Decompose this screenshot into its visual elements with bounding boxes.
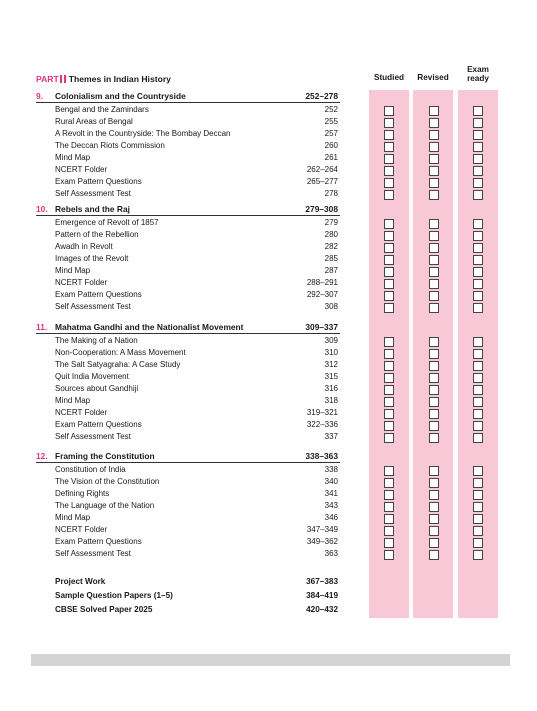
revised-checkbox[interactable] [429, 219, 439, 229]
column-header-studied: Studied [373, 73, 405, 82]
item-pages: 338 [324, 464, 338, 474]
item-label: Mind Map [55, 265, 91, 275]
exam-ready-checkbox[interactable] [473, 130, 483, 140]
extra-pages: 384–419 [306, 591, 338, 600]
part-title: Themes in Indian History [68, 74, 171, 84]
exam-ready-checkbox[interactable] [473, 166, 483, 176]
section-heading [36, 322, 340, 334]
item-pages: 255 [324, 116, 338, 126]
studied-checkbox[interactable] [384, 166, 394, 176]
list-item [55, 489, 340, 501]
item-label: Non-Cooperation: A Mass Movement [55, 347, 186, 357]
studied-checkbox[interactable] [384, 478, 394, 488]
studied-checkbox[interactable] [384, 538, 394, 548]
exam-ready-checkbox[interactable] [473, 267, 483, 277]
revised-checkbox[interactable] [429, 502, 439, 512]
list-item [55, 230, 340, 242]
list-item [55, 290, 340, 302]
item-pages: 318 [324, 396, 338, 405]
section-number: 11. [36, 322, 48, 332]
item-pages: 346 [324, 512, 338, 522]
list-item [55, 432, 340, 444]
list-item [55, 384, 340, 396]
column-header-exam-ready: Exam ready [467, 65, 489, 83]
studied-checkbox[interactable] [384, 421, 394, 431]
studied-checkbox[interactable] [384, 433, 394, 443]
extra-label: Sample Question Papers (1–5) [55, 591, 173, 600]
list-item [55, 336, 340, 348]
footer-bar [31, 654, 510, 666]
studied-checkbox[interactable] [384, 178, 394, 188]
item-pages: 257 [324, 128, 338, 138]
exam-ready-checkbox[interactable] [473, 219, 483, 229]
item-pages: 322–336 [306, 420, 338, 430]
list-item [55, 141, 340, 153]
studied-checkbox[interactable] [384, 385, 394, 395]
item-label: Defining Rights [55, 488, 110, 498]
item-label: Pattern of the Rebellion [55, 229, 139, 239]
item-label: Mind Map [55, 396, 91, 405]
studied-checkbox[interactable] [384, 349, 394, 359]
revised-checkbox[interactable] [429, 409, 439, 419]
section-heading [36, 204, 340, 216]
exam-ready-checkbox[interactable] [473, 154, 483, 164]
item-label: NCERT Folder [55, 165, 108, 174]
item-label: Self Assessment Test [55, 432, 131, 442]
item-pages: 282 [324, 241, 338, 251]
item-pages: 261 [324, 152, 338, 162]
item-pages: 312 [324, 359, 338, 369]
section-pages: 338–363 [305, 451, 338, 461]
revised-checkbox[interactable] [429, 303, 439, 313]
list-item [55, 360, 340, 372]
list-item [55, 513, 340, 525]
list-item [55, 302, 340, 314]
item-label: Exam Pattern Questions [55, 290, 142, 300]
item-label: The Language of the Nation [55, 500, 155, 510]
studied-checkbox[interactable] [384, 550, 394, 560]
exam-ready-checkbox[interactable] [473, 349, 483, 359]
exam-ready-checkbox[interactable] [473, 502, 483, 512]
studied-checkbox[interactable] [384, 243, 394, 253]
exam-ready-checkbox[interactable] [473, 409, 483, 419]
item-label: Sources about Gandhiji [55, 383, 139, 393]
revised-checkbox[interactable] [429, 490, 439, 500]
revised-checkbox[interactable] [429, 142, 439, 152]
revised-checkbox[interactable] [429, 478, 439, 488]
studied-checkbox[interactable] [384, 502, 394, 512]
section-pages: 279–308 [305, 204, 338, 214]
exam-ready-checkbox[interactable] [473, 255, 483, 265]
item-label: Exam Pattern Questions [55, 420, 142, 430]
studied-checkbox[interactable] [384, 409, 394, 419]
item-label: Mind Map [55, 512, 91, 522]
item-pages: 340 [324, 476, 338, 486]
section-title: Colonialism and the Countryside [55, 91, 186, 101]
item-pages: 343 [324, 500, 338, 510]
revised-checkbox[interactable] [429, 466, 439, 476]
item-label: Constitution of India [55, 464, 126, 474]
list-item [55, 525, 340, 537]
list-item [55, 420, 340, 432]
item-label: Mind Map [55, 152, 91, 162]
item-pages: 308 [324, 302, 338, 312]
item-label: Awadh in Revolt [55, 241, 113, 251]
list-item [55, 372, 340, 384]
column-header-revised: Revised [417, 73, 449, 82]
list-item [55, 177, 340, 189]
exam-ready-checkbox[interactable] [473, 538, 483, 548]
revised-checkbox[interactable] [429, 433, 439, 443]
item-pages: 309 [324, 335, 338, 345]
studied-checkbox[interactable] [384, 373, 394, 383]
item-label: Self Assessment Test [55, 189, 131, 199]
item-pages: 279 [324, 217, 338, 227]
list-item [55, 549, 340, 561]
revised-checkbox[interactable] [429, 154, 439, 164]
section-pages: 252–278 [305, 91, 338, 101]
exam-ready-checkbox[interactable] [473, 303, 483, 313]
studied-checkbox[interactable] [384, 303, 394, 313]
extra-item [55, 605, 340, 617]
revised-checkbox[interactable] [429, 538, 439, 548]
item-label: Self Assessment Test [55, 549, 131, 559]
revised-checkbox[interactable] [429, 337, 439, 347]
section-number: 10. [36, 204, 48, 214]
studied-checkbox[interactable] [384, 118, 394, 128]
item-pages: 288–291 [306, 278, 338, 287]
section-pages: 309–337 [305, 322, 338, 332]
revised-checkbox[interactable] [429, 514, 439, 524]
extra-item [55, 591, 340, 603]
section-number: 12. [36, 451, 48, 461]
studied-checkbox[interactable] [384, 106, 394, 116]
item-label: NCERT Folder [55, 278, 108, 287]
section-title: Framing the Constitution [55, 451, 155, 461]
studied-checkbox[interactable] [384, 154, 394, 164]
part-label: PART [36, 74, 59, 84]
list-item [55, 348, 340, 360]
studied-checkbox[interactable] [384, 337, 394, 347]
revised-checkbox[interactable] [429, 190, 439, 200]
section-title: Rebels and the Raj [55, 204, 130, 214]
item-pages: 363 [324, 549, 338, 559]
studied-checkbox[interactable] [384, 514, 394, 524]
exam-ready-checkbox[interactable] [473, 397, 483, 407]
list-item [55, 242, 340, 254]
revised-checkbox[interactable] [429, 243, 439, 253]
item-label: The Making of a Nation [55, 335, 138, 345]
part-heading [36, 74, 171, 84]
item-pages: 252 [324, 104, 338, 114]
exam-ready-checkbox[interactable] [473, 118, 483, 128]
item-pages: 292–307 [306, 290, 338, 300]
item-pages: 265–277 [306, 177, 338, 187]
list-item [55, 218, 340, 230]
revised-checkbox[interactable] [429, 385, 439, 395]
list-item [55, 105, 340, 117]
item-pages: 280 [324, 229, 338, 239]
studied-checkbox[interactable] [384, 526, 394, 536]
studied-checkbox[interactable] [384, 291, 394, 301]
revised-checkbox[interactable] [429, 373, 439, 383]
exam-ready-checkbox[interactable] [473, 337, 483, 347]
revised-checkbox[interactable] [429, 106, 439, 116]
exam-ready-checkbox[interactable] [473, 373, 483, 383]
extra-item [55, 577, 340, 589]
list-item [55, 266, 340, 278]
item-label: Exam Pattern Questions [55, 177, 142, 187]
revised-checkbox[interactable] [429, 279, 439, 289]
studied-checkbox[interactable] [384, 231, 394, 241]
section-heading [36, 451, 340, 463]
item-label: Images of the Revolt [55, 253, 129, 263]
item-label: NCERT Folder [55, 525, 108, 534]
exam-ready-checkbox[interactable] [473, 478, 483, 488]
item-label: Bengal and the Zamindars [55, 104, 149, 114]
item-label: Exam Pattern Questions [55, 537, 142, 547]
extra-label: CBSE Solved Paper 2025 [55, 605, 153, 614]
exam-ready-checkbox[interactable] [473, 385, 483, 395]
revised-checkbox[interactable] [429, 166, 439, 176]
extra-pages: 367–383 [306, 577, 338, 586]
exam-ready-checkbox[interactable] [473, 190, 483, 200]
list-item [55, 153, 340, 165]
revised-checkbox[interactable] [429, 291, 439, 301]
list-item [55, 537, 340, 549]
item-label: NCERT Folder [55, 408, 108, 418]
studied-checkbox[interactable] [384, 255, 394, 265]
list-item [55, 477, 340, 489]
revised-checkbox[interactable] [429, 550, 439, 560]
studied-checkbox[interactable] [384, 142, 394, 152]
list-item [55, 465, 340, 477]
item-pages: 316 [324, 383, 338, 393]
exam-ready-checkbox[interactable] [473, 514, 483, 524]
item-label: The Salt Satyagraha: A Case Study [55, 359, 181, 369]
item-label: The Deccan Riots Commission [55, 140, 165, 150]
exam-ready-checkbox[interactable] [473, 178, 483, 188]
list-item [55, 408, 340, 420]
exam-ready-checkbox[interactable] [473, 421, 483, 431]
exam-ready-checkbox[interactable] [473, 526, 483, 536]
revised-checkbox[interactable] [429, 255, 439, 265]
exam-ready-checkbox[interactable] [473, 466, 483, 476]
studied-checkbox[interactable] [384, 279, 394, 289]
exam-ready-checkbox[interactable] [473, 291, 483, 301]
item-label: Self Assessment Test [55, 302, 131, 312]
part-number-mark [60, 75, 66, 83]
revised-checkbox[interactable] [429, 421, 439, 431]
studied-checkbox[interactable] [384, 130, 394, 140]
exam-ready-checkbox[interactable] [473, 243, 483, 253]
item-pages: 337 [324, 432, 338, 442]
extra-pages: 420–432 [306, 605, 338, 614]
item-pages: 278 [324, 189, 338, 199]
studied-checkbox[interactable] [384, 466, 394, 476]
revised-checkbox[interactable] [429, 526, 439, 536]
item-pages: 287 [324, 265, 338, 275]
revised-checkbox[interactable] [429, 349, 439, 359]
list-item [55, 396, 340, 408]
exam-ready-checkbox[interactable] [473, 433, 483, 443]
exam-ready-checkbox[interactable] [473, 279, 483, 289]
list-item [55, 129, 340, 141]
revised-checkbox[interactable] [429, 267, 439, 277]
item-pages: 341 [324, 488, 338, 498]
studied-checkbox[interactable] [384, 219, 394, 229]
exam-ready-checkbox[interactable] [473, 550, 483, 560]
studied-checkbox[interactable] [384, 190, 394, 200]
studied-checkbox[interactable] [384, 267, 394, 277]
exam-ready-checkbox[interactable] [473, 142, 483, 152]
item-pages: 315 [324, 371, 338, 381]
revised-checkbox[interactable] [429, 118, 439, 128]
section-number: 9. [36, 91, 43, 101]
exam-ready-checkbox[interactable] [473, 106, 483, 116]
item-label: Quit India Movement [55, 371, 129, 381]
studied-checkbox[interactable] [384, 490, 394, 500]
list-item [55, 165, 340, 177]
item-label: A Revolt in the Countryside: The Bombay Deccan [55, 128, 231, 138]
section-title: Mahatma Gandhi and the Nationalist Movement [55, 322, 244, 332]
section-heading [36, 91, 340, 103]
item-pages: 260 [324, 140, 338, 150]
revised-checkbox[interactable] [429, 178, 439, 188]
list-item [55, 254, 340, 266]
item-label: The Vision of the Constitution [55, 476, 160, 486]
item-pages: 310 [324, 347, 338, 357]
studied-checkbox[interactable] [384, 397, 394, 407]
item-pages: 262–264 [306, 165, 338, 174]
exam-ready-checkbox[interactable] [473, 490, 483, 500]
item-label: Emergence of Revolt of 1857 [55, 217, 159, 227]
item-pages: 349–362 [306, 537, 338, 547]
item-label: Rural Areas of Bengal [55, 116, 133, 126]
exam-ready-checkbox[interactable] [473, 231, 483, 241]
revised-checkbox[interactable] [429, 130, 439, 140]
item-pages: 285 [324, 253, 338, 263]
revised-checkbox[interactable] [429, 231, 439, 241]
list-item [55, 189, 340, 201]
studied-checkbox[interactable] [384, 361, 394, 371]
list-item [55, 278, 340, 290]
list-item [55, 501, 340, 513]
exam-ready-checkbox[interactable] [473, 361, 483, 371]
revised-checkbox[interactable] [429, 397, 439, 407]
item-pages: 347–349 [306, 525, 338, 534]
revised-checkbox[interactable] [429, 361, 439, 371]
item-pages: 319–321 [306, 408, 338, 418]
list-item [55, 117, 340, 129]
extra-label: Project Work [55, 577, 106, 586]
